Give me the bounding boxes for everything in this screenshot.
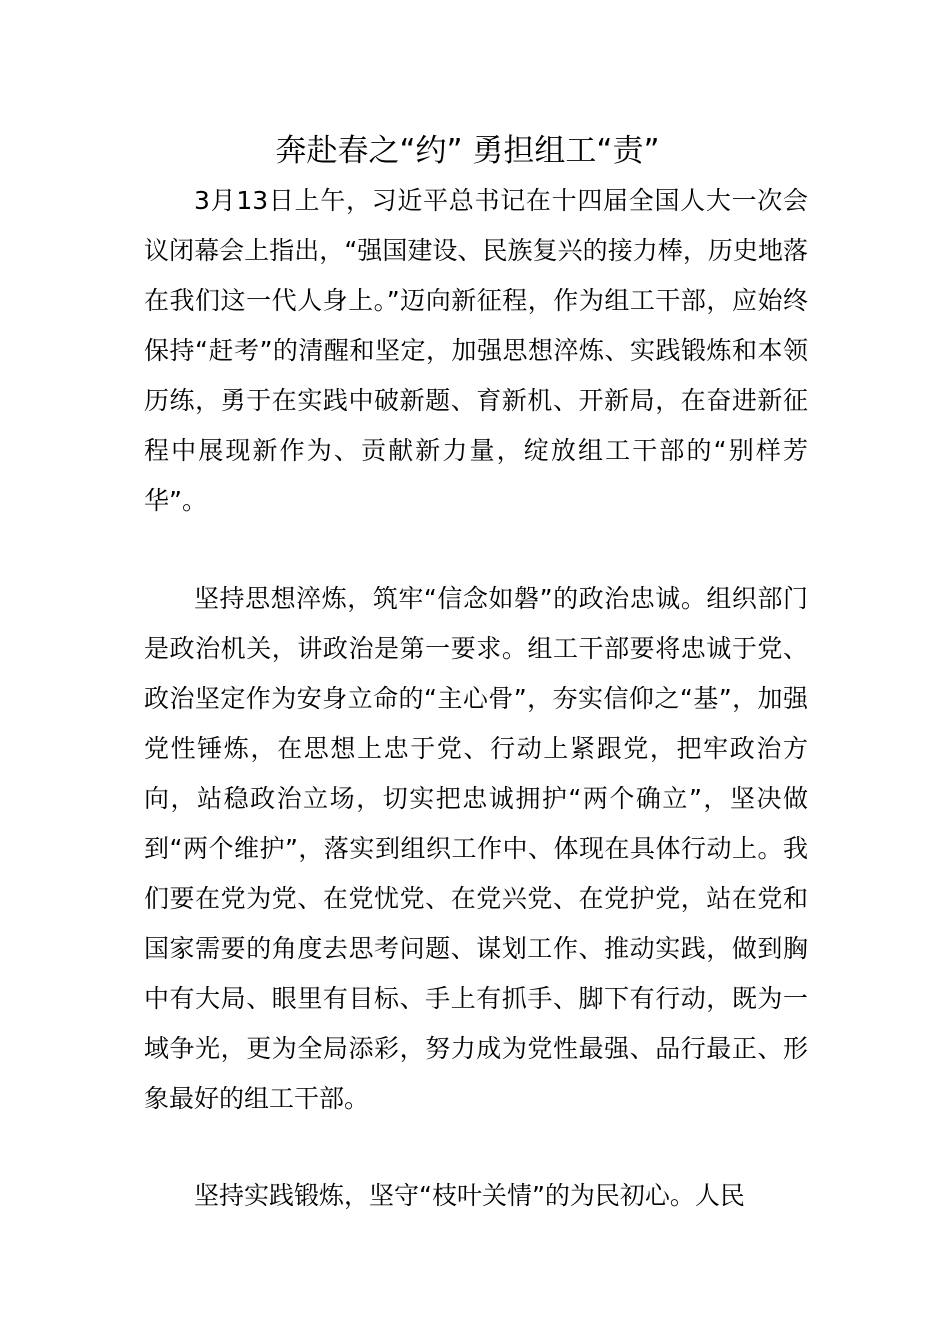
paragraph-2: 坚持思想淬炼，筑牢“信念如磐”的政治忠诚。组织部门是政治机关，讲政治是第一要求。组工干部要将忠诚于党、政治坚定作为安身立命的“主心骨”，夯实信仰之“基”，加强党性锤炼，在思想上忠于党、行动上紧跟党，把牢政治方向，站稳政治立场，切实把忠诚拥护“两个确立”，坚决做到“两个维护”，落实到组织工作中、体现在具体行动上。我们要在党为党、在党忧党、在党兴党、在党护党，站在党和国家需要的角度去思考问题、谋划工作、推动实践，做到胸中有大局、眼里有目标、手上有抓手、脚下有行动，既为一域争光，更为全局添彩，努力成为党性最强、品行最正、形象最好的组工干部。 xyxy=(144,584,808,1113)
paragraph-1: 3月13日上午，习近平总书记在十四届全国人大一次会议闭幕会上指出，“强国建设、民族复兴的接力棒，历史地落在我们这一代人身上。”迈向新征程，作为组工干部，应始终保持“赶考”的清醒和坚定，加强思想淬炼、实践锻炼和本领历练，勇于在实践中破新题、育新机、开新局，在奋进新征程中展现新作为、贡献新力量，绽放组工干部的“别样芳华”。 xyxy=(144,186,808,515)
document-title: 奔赴春之“约” 勇担组工“责” xyxy=(275,133,660,169)
paragraph-3: 坚持实践锻炼，坚守“枝叶关情”的为民初心。人民 xyxy=(194,1181,745,1210)
